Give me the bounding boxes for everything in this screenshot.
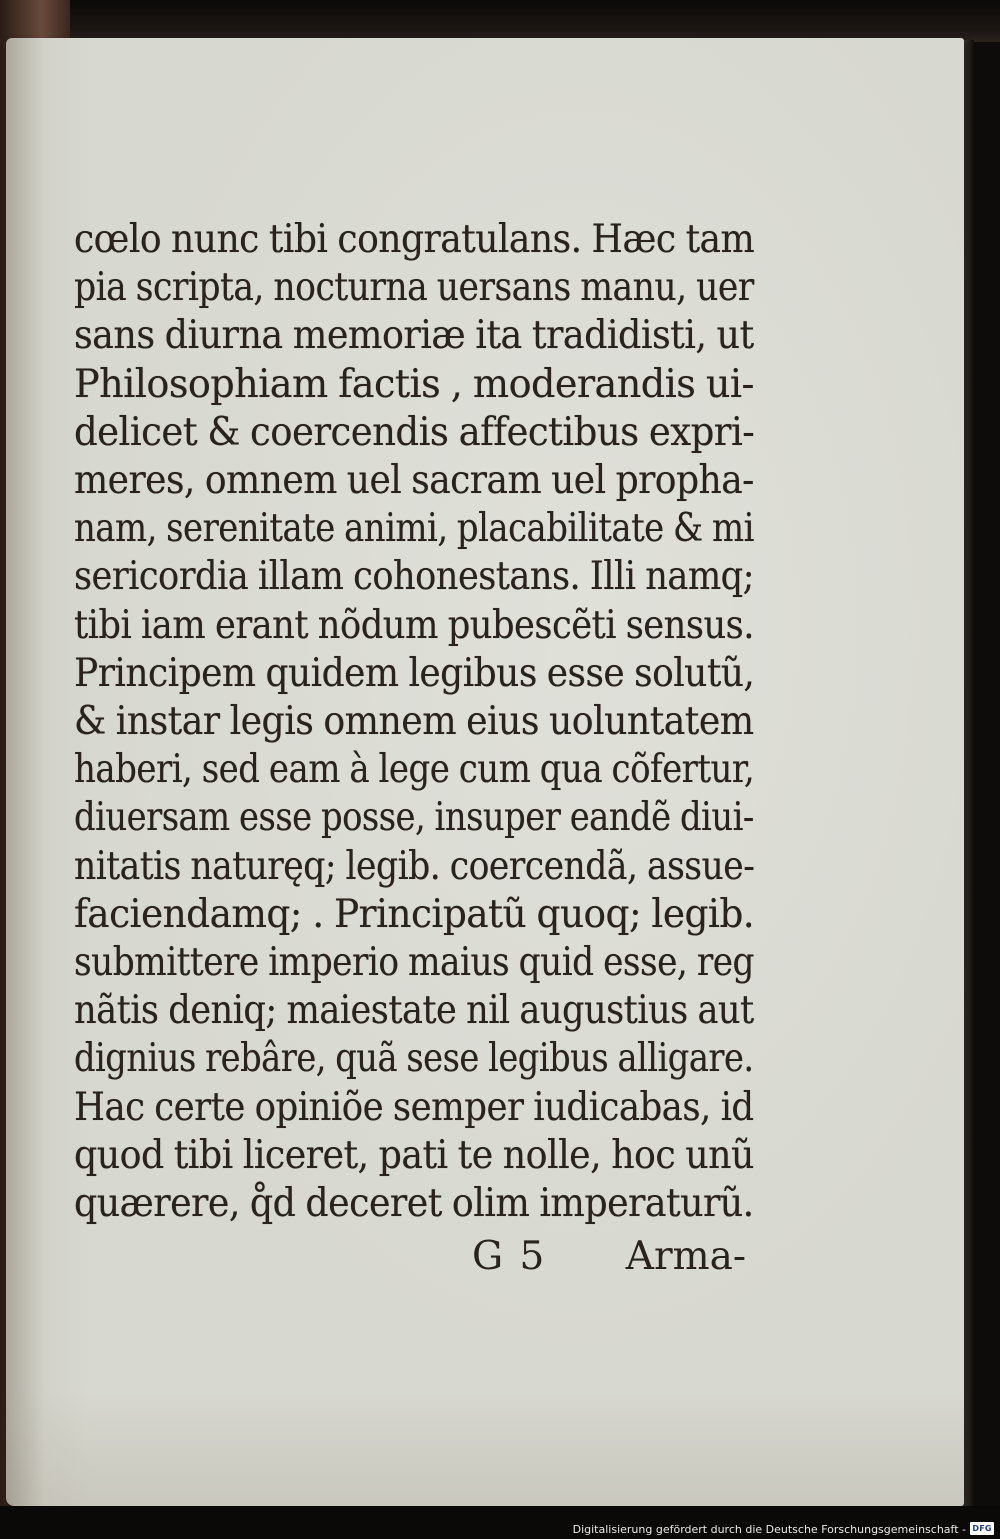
text-block bbox=[74, 216, 754, 1228]
text-line: nãtis deniq; maiestate nil augustius aut bbox=[74, 988, 754, 1034]
text-line: sericordia illam cohonestans. Illi namq; bbox=[74, 554, 755, 600]
signature-catchword-line bbox=[466, 1234, 756, 1288]
text-line: faciendamq; . Principatũ quoq; legib. bbox=[74, 891, 755, 937]
text-line: Hac certe opiniõe semper iudicabas, id bbox=[74, 1084, 754, 1130]
text-line: & instar legis omnem eius uoluntatem bbox=[74, 699, 754, 745]
text-line: quod tibi liceret, pati te nolle, hoc unũ bbox=[74, 1132, 754, 1178]
dfg-logo-text: DFG bbox=[972, 1524, 992, 1533]
text-line: tibi iam erant nõdum pubescẽti sensus. bbox=[74, 602, 754, 648]
text-line: Principem quidem legibus esse solutũ, bbox=[74, 650, 755, 696]
dfg-logo bbox=[970, 1522, 994, 1535]
text-line: dignius rebâre, quã sese legibus alligare. bbox=[74, 1036, 754, 1082]
text-line: haberi, sed eam à lege cum qua cõfertur, bbox=[74, 747, 755, 793]
text-line: delicet & coercendis affectibus expri- bbox=[74, 409, 755, 455]
signature-mark: G 5 bbox=[472, 1234, 547, 1279]
book-board-top bbox=[0, 0, 1000, 42]
text-line: cœlo nunc tibi congratulans. Hæc tam bbox=[74, 217, 755, 262]
text-line: diuersam esse posse, insuper eandẽ diui- bbox=[74, 795, 754, 841]
text-line: meres, omnem uel sacram uel propha- bbox=[74, 458, 754, 504]
text-line: quærere, q̊d deceret olim imperaturũ. bbox=[74, 1181, 754, 1227]
text-line: Philosophiam factis , moderandis ui- bbox=[74, 361, 754, 407]
digitization-credit: Digitalisierung gefördert durch die Deutsche Forschungsgemeinschaft - bbox=[572, 1523, 966, 1536]
text-line: pia scripta, nocturna uersans manu, uer bbox=[74, 265, 754, 311]
text-line: sans diurna memoriæ ita tradidisti, ut bbox=[74, 313, 754, 359]
text-line: nitatis naturęq; legib. coercendã, assue- bbox=[74, 843, 755, 889]
paper-page bbox=[6, 38, 964, 1506]
text-line: submittere imperio maius quid esse, reg bbox=[74, 940, 754, 986]
text-line: nam, serenitate animi, placabilitate & mi bbox=[74, 506, 754, 552]
catchword: Arma- bbox=[625, 1234, 746, 1279]
